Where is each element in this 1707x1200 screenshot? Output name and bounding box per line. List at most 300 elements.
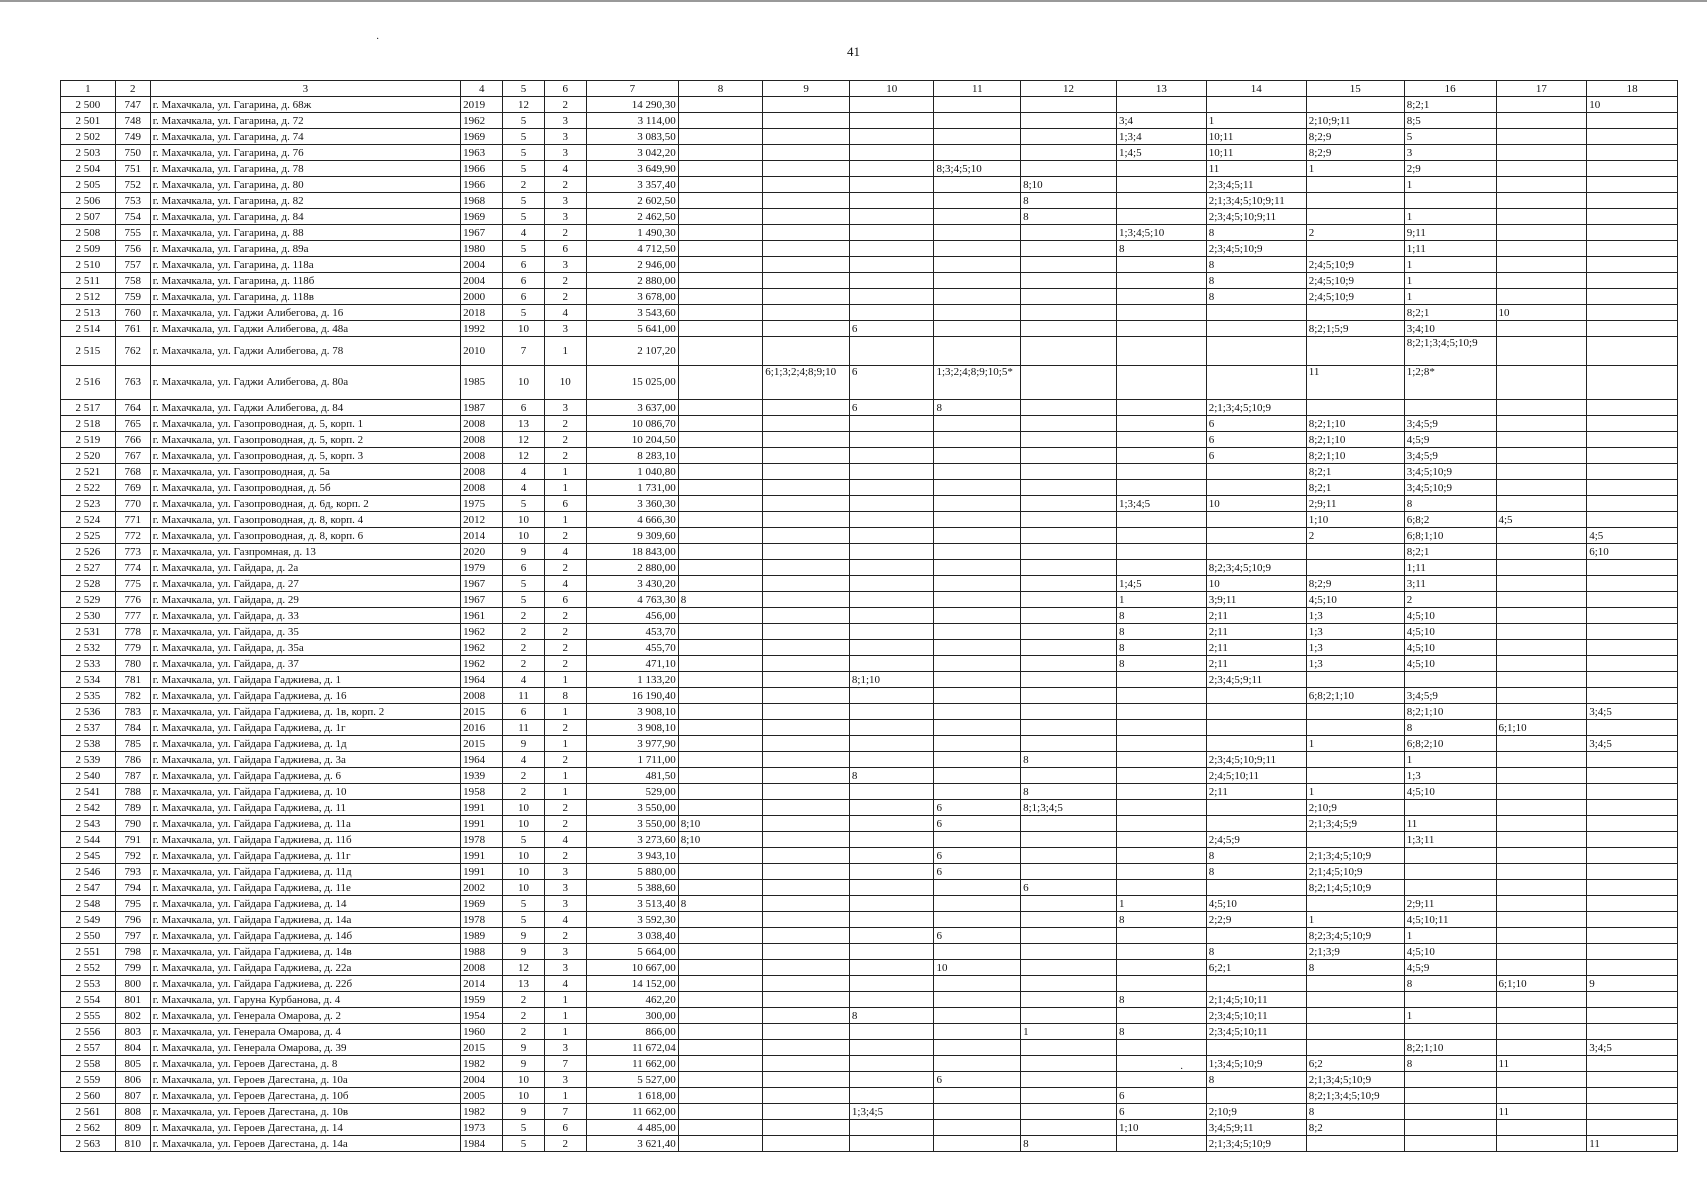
column-header: 2 bbox=[115, 81, 150, 97]
table-cell bbox=[1021, 864, 1117, 880]
table-cell bbox=[1117, 209, 1207, 225]
table-cell bbox=[1587, 752, 1678, 768]
table-cell: 2 544 bbox=[61, 832, 116, 848]
table-cell: 4 bbox=[503, 480, 544, 496]
table-cell: 12 bbox=[503, 97, 544, 113]
table-cell: 6;8;2;10 bbox=[1404, 736, 1496, 752]
table-cell bbox=[934, 640, 1021, 656]
table-cell bbox=[849, 1120, 934, 1136]
table-cell: 10 bbox=[1496, 305, 1587, 321]
table-cell bbox=[934, 736, 1021, 752]
table-cell: 1 bbox=[1206, 113, 1306, 129]
table-cell: 793 bbox=[115, 864, 150, 880]
table-cell bbox=[1404, 800, 1496, 816]
table-cell: 2 880,00 bbox=[586, 560, 678, 576]
table-cell bbox=[678, 672, 763, 688]
column-header: 7 bbox=[586, 81, 678, 97]
table-cell bbox=[763, 1120, 850, 1136]
table-cell bbox=[1496, 273, 1587, 289]
table-cell: 775 bbox=[115, 576, 150, 592]
table-cell bbox=[934, 241, 1021, 257]
table-cell bbox=[1021, 624, 1117, 640]
table-cell: 8 bbox=[678, 592, 763, 608]
table-cell bbox=[1587, 960, 1678, 976]
table-cell bbox=[678, 1040, 763, 1056]
table-cell bbox=[849, 832, 934, 848]
table-cell: 2 530 bbox=[61, 608, 116, 624]
table-cell: 11 bbox=[503, 688, 544, 704]
table-cell bbox=[1587, 129, 1678, 145]
table-cell: 10 bbox=[1587, 97, 1678, 113]
table-cell: 8;2;9 bbox=[1306, 129, 1404, 145]
table-cell bbox=[1117, 512, 1207, 528]
table-cell: 453,70 bbox=[586, 624, 678, 640]
table-cell: 2 562 bbox=[61, 1120, 116, 1136]
table-cell: г. Махачкала, ул. Гагарина, д. 84 bbox=[150, 209, 460, 225]
table-cell: 8 bbox=[1206, 289, 1306, 305]
table-cell: 2 bbox=[544, 800, 586, 816]
table-cell bbox=[678, 193, 763, 209]
table-cell: 6 bbox=[544, 592, 586, 608]
table-cell bbox=[1496, 400, 1587, 416]
table-cell: 1 bbox=[1404, 289, 1496, 305]
table-cell: 1987 bbox=[461, 400, 503, 416]
table-cell bbox=[1206, 337, 1306, 366]
table-cell: 1;3 bbox=[1306, 640, 1404, 656]
table-cell bbox=[1206, 880, 1306, 896]
table-cell: 8 bbox=[1404, 976, 1496, 992]
table-cell: 2 561 bbox=[61, 1104, 116, 1120]
table-cell: 2 bbox=[544, 225, 586, 241]
table-cell bbox=[849, 992, 934, 1008]
table-cell: 6 bbox=[503, 400, 544, 416]
table-cell: 6;1;3;2;4;8;9;10 bbox=[763, 366, 850, 400]
table-cell bbox=[1117, 672, 1207, 688]
table-cell: 1962 bbox=[461, 113, 503, 129]
table-cell: 2 bbox=[544, 656, 586, 672]
table-cell: 778 bbox=[115, 624, 150, 640]
table-cell: 18 843,00 bbox=[586, 544, 678, 560]
table-cell: 8 bbox=[1021, 209, 1117, 225]
table-cell: 761 bbox=[115, 321, 150, 337]
table-cell: 795 bbox=[115, 896, 150, 912]
table-cell bbox=[1117, 161, 1207, 177]
table-row bbox=[61, 928, 1678, 944]
table-cell: 8;2;1;3;4;5;10;9 bbox=[1404, 337, 1496, 366]
table-cell: 762 bbox=[115, 337, 150, 366]
table-cell: 2 462,50 bbox=[586, 209, 678, 225]
table-cell: 1 bbox=[544, 784, 586, 800]
table-cell: 6 bbox=[934, 1072, 1021, 1088]
table-cell bbox=[849, 880, 934, 896]
table-cell: г. Махачкала, ул. Генерала Омарова, д. 2 bbox=[150, 1008, 460, 1024]
table-cell: 1978 bbox=[461, 912, 503, 928]
table-cell: 2;1;3;4;5;9 bbox=[1306, 816, 1404, 832]
table-cell: 4 712,50 bbox=[586, 241, 678, 257]
table-cell bbox=[1404, 1088, 1496, 1104]
table-cell bbox=[1496, 432, 1587, 448]
table-cell bbox=[1587, 257, 1678, 273]
table-cell bbox=[849, 800, 934, 816]
table-cell: 796 bbox=[115, 912, 150, 928]
table-cell bbox=[763, 496, 850, 512]
table-cell: 2;9;11 bbox=[1404, 896, 1496, 912]
table-cell bbox=[678, 1136, 763, 1152]
table-cell: 10 bbox=[1206, 496, 1306, 512]
table-cell: 3 bbox=[544, 209, 586, 225]
table-cell: 2;3;4;5;9;11 bbox=[1206, 672, 1306, 688]
table-cell bbox=[678, 624, 763, 640]
table-cell: 6 bbox=[1206, 432, 1306, 448]
table-cell bbox=[1587, 321, 1678, 337]
table-cell bbox=[849, 512, 934, 528]
table-cell: г. Махачкала, ул. Героев Дагестана, д. 10а bbox=[150, 1072, 460, 1088]
table-cell: г. Махачкала, ул. Гайдара Гаджиева, д. 11д bbox=[150, 864, 460, 880]
table-cell: 8 bbox=[1117, 624, 1207, 640]
table-cell: 3 bbox=[544, 113, 586, 129]
table-cell bbox=[1117, 864, 1207, 880]
table-cell bbox=[1117, 464, 1207, 480]
table-cell: 8 bbox=[1206, 944, 1306, 960]
table-cell bbox=[1306, 720, 1404, 736]
table-cell: г. Махачкала, ул. Газопроводная, д. 5, корп. 3 bbox=[150, 448, 460, 464]
table-cell: 456,00 bbox=[586, 608, 678, 624]
table-cell: 809 bbox=[115, 1120, 150, 1136]
table-cell bbox=[763, 688, 850, 704]
table-cell: 4;5;9 bbox=[1404, 960, 1496, 976]
table-cell: 5 bbox=[503, 113, 544, 129]
table-cell: 4 bbox=[544, 976, 586, 992]
table-cell bbox=[1496, 177, 1587, 193]
table-cell bbox=[934, 880, 1021, 896]
table-cell: 2 bbox=[503, 1008, 544, 1024]
table-cell bbox=[1117, 528, 1207, 544]
table-cell: 2 557 bbox=[61, 1040, 116, 1056]
table-row bbox=[61, 752, 1678, 768]
table-cell: 3 550,00 bbox=[586, 816, 678, 832]
table-cell bbox=[849, 608, 934, 624]
table-cell bbox=[1117, 177, 1207, 193]
table-cell: 866,00 bbox=[586, 1024, 678, 1040]
table-cell: 11 bbox=[503, 720, 544, 736]
table-cell bbox=[1496, 448, 1587, 464]
table-cell bbox=[1117, 816, 1207, 832]
table-cell bbox=[1306, 832, 1404, 848]
table-cell bbox=[1117, 257, 1207, 273]
table-cell bbox=[934, 113, 1021, 129]
table-cell bbox=[763, 337, 850, 366]
table-cell bbox=[1021, 337, 1117, 366]
table-cell: 2 bbox=[544, 848, 586, 864]
table-cell bbox=[763, 273, 850, 289]
table-cell bbox=[1306, 305, 1404, 321]
table-cell: 14 152,00 bbox=[586, 976, 678, 992]
table-cell bbox=[1587, 145, 1678, 161]
table-cell: г. Махачкала, ул. Гайдара Гаджиева, д. 10 bbox=[150, 784, 460, 800]
table-cell: 1954 bbox=[461, 1008, 503, 1024]
table-cell: 6 bbox=[1206, 416, 1306, 432]
table-cell: 7 bbox=[503, 337, 544, 366]
table-cell: г. Махачкала, ул. Гайдара Гаджиева, д. 14в bbox=[150, 944, 460, 960]
table-cell: 2 602,50 bbox=[586, 193, 678, 209]
table-cell bbox=[1587, 416, 1678, 432]
table-cell: г. Махачкала, ул. Гайдара Гаджиева, д. 11г bbox=[150, 848, 460, 864]
table-cell: 1967 bbox=[461, 225, 503, 241]
table-cell: г. Махачкала, ул. Газопроводная, д. 8, корп. 6 bbox=[150, 528, 460, 544]
table-cell: 2 880,00 bbox=[586, 273, 678, 289]
table-cell: 14 290,30 bbox=[586, 97, 678, 113]
table-cell bbox=[934, 1088, 1021, 1104]
table-cell bbox=[1117, 736, 1207, 752]
table-cell bbox=[763, 560, 850, 576]
table-cell: 799 bbox=[115, 960, 150, 976]
table-cell: 10 bbox=[503, 1088, 544, 1104]
table-cell bbox=[763, 816, 850, 832]
table-cell bbox=[849, 416, 934, 432]
table-row bbox=[61, 193, 1678, 209]
table-cell bbox=[934, 704, 1021, 720]
table-cell bbox=[1117, 193, 1207, 209]
table-cell bbox=[1021, 656, 1117, 672]
table-cell: 2;3;4;5;10;9;11 bbox=[1206, 752, 1306, 768]
table-cell bbox=[678, 225, 763, 241]
table-cell: 1;10 bbox=[1306, 512, 1404, 528]
table-cell: 2 502 bbox=[61, 129, 116, 145]
table-row bbox=[61, 1104, 1678, 1120]
table-cell: 1 bbox=[1404, 273, 1496, 289]
column-header: 3 bbox=[150, 81, 460, 97]
table-cell bbox=[678, 736, 763, 752]
table-cell bbox=[678, 864, 763, 880]
table-cell bbox=[1117, 432, 1207, 448]
table-cell bbox=[1306, 1008, 1404, 1024]
table-cell bbox=[1496, 528, 1587, 544]
table-cell: 2;10;9;11 bbox=[1306, 113, 1404, 129]
table-cell: 8;2;1;10 bbox=[1306, 432, 1404, 448]
table-cell: 3 bbox=[544, 896, 586, 912]
table-cell bbox=[1306, 209, 1404, 225]
table-cell bbox=[1021, 496, 1117, 512]
table-cell: 2 517 bbox=[61, 400, 116, 416]
table-row bbox=[61, 592, 1678, 608]
table-cell: 3 550,00 bbox=[586, 800, 678, 816]
table-cell: 2008 bbox=[461, 448, 503, 464]
table-cell: г. Махачкала, ул. Гагарина, д. 89а bbox=[150, 241, 460, 257]
table-cell: г. Махачкала, ул. Героев Дагестана, д. 8 bbox=[150, 1056, 460, 1072]
table-cell: 8 bbox=[1021, 784, 1117, 800]
table-cell: 749 bbox=[115, 129, 150, 145]
table-cell: 2;1;3;9 bbox=[1306, 944, 1404, 960]
table-cell bbox=[849, 624, 934, 640]
table-cell: 1966 bbox=[461, 161, 503, 177]
table-cell bbox=[763, 1136, 850, 1152]
table-cell: 6;8;1;10 bbox=[1404, 528, 1496, 544]
table-cell bbox=[1206, 800, 1306, 816]
table-cell: 1 bbox=[544, 1024, 586, 1040]
table-cell bbox=[1306, 97, 1404, 113]
table-cell: 2 bbox=[544, 624, 586, 640]
table-cell bbox=[1021, 832, 1117, 848]
table-cell bbox=[1117, 1136, 1207, 1152]
table-cell bbox=[849, 161, 934, 177]
table-cell: 8 bbox=[849, 1008, 934, 1024]
table-cell: 2 553 bbox=[61, 976, 116, 992]
table-cell: 2 563 bbox=[61, 1136, 116, 1152]
table-cell bbox=[1117, 337, 1207, 366]
table-cell bbox=[1587, 896, 1678, 912]
table-cell: 5 bbox=[503, 896, 544, 912]
table-cell: г. Махачкала, ул. Гаджи Алибегова, д. 78 bbox=[150, 337, 460, 366]
table-cell bbox=[1021, 1104, 1117, 1120]
table-cell: 2 bbox=[544, 720, 586, 736]
table-cell: 1960 bbox=[461, 1024, 503, 1040]
table-cell bbox=[1306, 560, 1404, 576]
table-cell: 3;4;5 bbox=[1587, 1040, 1678, 1056]
table-cell bbox=[1496, 241, 1587, 257]
table-cell: 2008 bbox=[461, 464, 503, 480]
table-cell: 1964 bbox=[461, 752, 503, 768]
table-cell: 3;4;5;9;11 bbox=[1206, 1120, 1306, 1136]
table-cell: г. Махачкала, ул. Гагарина, д. 74 bbox=[150, 129, 460, 145]
table-cell: 768 bbox=[115, 464, 150, 480]
table-cell bbox=[678, 560, 763, 576]
table-cell: 3 bbox=[544, 321, 586, 337]
table-cell: 1;3 bbox=[1404, 768, 1496, 784]
table-cell: 11 bbox=[1306, 366, 1404, 400]
table-cell: 2 bbox=[544, 560, 586, 576]
table-cell: 2 522 bbox=[61, 480, 116, 496]
table-cell: 9 bbox=[503, 928, 544, 944]
table-cell bbox=[1117, 832, 1207, 848]
table-cell bbox=[678, 400, 763, 416]
table-cell bbox=[1496, 416, 1587, 432]
table-cell: 10 bbox=[503, 528, 544, 544]
table-row bbox=[61, 416, 1678, 432]
table-cell: 774 bbox=[115, 560, 150, 576]
table-cell: 2015 bbox=[461, 704, 503, 720]
column-header: 10 bbox=[849, 81, 934, 97]
table-cell: 2 bbox=[544, 97, 586, 113]
table-cell bbox=[763, 129, 850, 145]
table-row bbox=[61, 1040, 1678, 1056]
table-row bbox=[61, 800, 1678, 816]
table-cell bbox=[849, 528, 934, 544]
table-cell bbox=[1496, 592, 1587, 608]
table-cell bbox=[1021, 688, 1117, 704]
table-cell bbox=[1587, 800, 1678, 816]
table-cell: 4;5;10 bbox=[1306, 592, 1404, 608]
table-cell bbox=[1587, 113, 1678, 129]
table-row bbox=[61, 528, 1678, 544]
table-row bbox=[61, 560, 1678, 576]
table-cell: г. Махачкала, ул. Газопроводная, д. 5, корп. 2 bbox=[150, 432, 460, 448]
table-cell: 8;2;1 bbox=[1404, 305, 1496, 321]
table-cell: 3 bbox=[1404, 145, 1496, 161]
table-cell bbox=[849, 688, 934, 704]
table-cell: 2;1;4;5;10;9 bbox=[1306, 864, 1404, 880]
table-cell bbox=[934, 992, 1021, 1008]
table-row bbox=[61, 464, 1678, 480]
table-cell: 1 bbox=[544, 512, 586, 528]
table-cell bbox=[678, 944, 763, 960]
table-cell: 6 bbox=[544, 1120, 586, 1136]
table-cell bbox=[1306, 992, 1404, 1008]
table-cell: 2 bbox=[544, 608, 586, 624]
table-cell bbox=[934, 544, 1021, 560]
table-cell: г. Махачкала, ул. Гайдара Гаджиева, д. 22б bbox=[150, 976, 460, 992]
table-cell: 4;5;9 bbox=[1404, 432, 1496, 448]
table-cell: 779 bbox=[115, 640, 150, 656]
table-cell bbox=[934, 1024, 1021, 1040]
table-cell bbox=[1587, 656, 1678, 672]
table-cell bbox=[1306, 544, 1404, 560]
table-cell: 2;3;4;5;10;11 bbox=[1206, 1024, 1306, 1040]
table-cell bbox=[849, 960, 934, 976]
table-cell bbox=[1404, 672, 1496, 688]
table-cell bbox=[1496, 768, 1587, 784]
table-cell: г. Махачкала, ул. Гайдара Гаджиева, д. 14б bbox=[150, 928, 460, 944]
table-cell: 2 bbox=[544, 432, 586, 448]
table-cell bbox=[763, 400, 850, 416]
table-cell: 802 bbox=[115, 1008, 150, 1024]
table-cell: 5 bbox=[1404, 129, 1496, 145]
table-cell: 4 485,00 bbox=[586, 1120, 678, 1136]
table-cell: 3;4;10 bbox=[1404, 321, 1496, 337]
table-cell: 2 532 bbox=[61, 640, 116, 656]
table-cell: 2;1;3;4;5;10;9 bbox=[1206, 1136, 1306, 1152]
table-cell: 9 bbox=[503, 736, 544, 752]
table-cell: г. Махачкала, ул. Генерала Омарова, д. 4 bbox=[150, 1024, 460, 1040]
table-cell: 10 bbox=[544, 366, 586, 400]
table-cell bbox=[1306, 1024, 1404, 1040]
table-cell: г. Махачкала, ул. Гаджи Алибегова, д. 84 bbox=[150, 400, 460, 416]
table-cell bbox=[849, 289, 934, 305]
table-cell: 8 bbox=[1117, 656, 1207, 672]
table-cell: 5 bbox=[503, 592, 544, 608]
table-cell: 2 555 bbox=[61, 1008, 116, 1024]
table-cell: 752 bbox=[115, 177, 150, 193]
table-cell bbox=[1496, 496, 1587, 512]
table-cell: 2 529 bbox=[61, 592, 116, 608]
table-row bbox=[61, 544, 1678, 560]
table-cell bbox=[1206, 736, 1306, 752]
table-cell: 755 bbox=[115, 225, 150, 241]
table-cell: 5 bbox=[503, 209, 544, 225]
header-row bbox=[61, 81, 1678, 97]
table-cell: г. Махачкала, ул. Гайдара Гаджиева, д. 11е bbox=[150, 880, 460, 896]
table-cell bbox=[1587, 1024, 1678, 1040]
table-cell bbox=[1117, 752, 1207, 768]
table-cell bbox=[1306, 976, 1404, 992]
table-cell: 2 bbox=[544, 416, 586, 432]
table-cell: 11 bbox=[1404, 816, 1496, 832]
table-cell: 8;1;10 bbox=[849, 672, 934, 688]
table-cell: 1991 bbox=[461, 816, 503, 832]
table-cell: 8 bbox=[1021, 752, 1117, 768]
page-number: 41 bbox=[847, 44, 860, 59]
table-row bbox=[61, 624, 1678, 640]
table-cell bbox=[678, 432, 763, 448]
table-cell: 1 bbox=[544, 464, 586, 480]
table-cell bbox=[763, 416, 850, 432]
table-cell: 6 bbox=[503, 273, 544, 289]
table-cell: 7 bbox=[544, 1104, 586, 1120]
column-header: 4 bbox=[461, 81, 503, 97]
table-cell bbox=[934, 944, 1021, 960]
table-cell: 2 558 bbox=[61, 1056, 116, 1072]
table-cell: 10 bbox=[934, 960, 1021, 976]
table-cell: г. Махачкала, ул. Гайдара Гаджиева, д. 3а bbox=[150, 752, 460, 768]
